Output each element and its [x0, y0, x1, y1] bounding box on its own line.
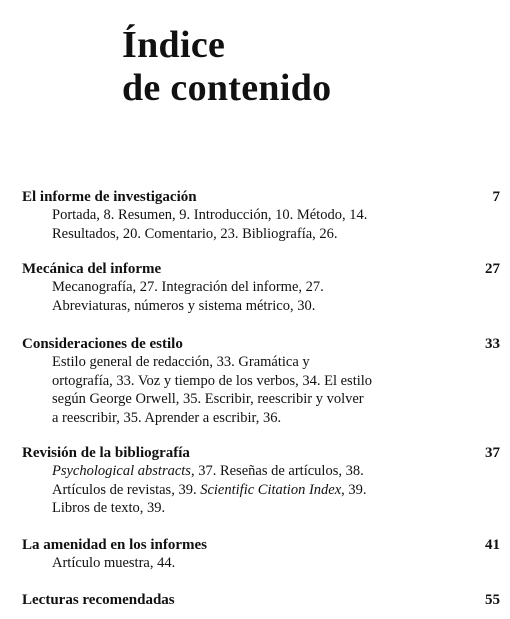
- toc-entry-heading-row: [22, 335, 500, 353]
- toc-subtopic-line: [52, 554, 500, 573]
- subtopic-text: Portada, 8. Resumen, 9. Introducción, 10. Método, 14.: [52, 207, 368, 223]
- subtopic-text: Estilo general de redacción, 33. Gramática y: [52, 354, 310, 370]
- toc-subtopic-line: [52, 462, 500, 481]
- toc-subtopics: [22, 206, 500, 243]
- toc-page-number: 7: [492, 189, 500, 205]
- toc-entry-heading-row: [22, 444, 500, 462]
- subtopic-text: Artículo muestra, 44.: [52, 555, 176, 571]
- toc-subtopic-line: [52, 225, 500, 244]
- toc-subtopics: [22, 353, 500, 427]
- toc-subtopic-line: [52, 409, 500, 428]
- toc-entry-heading-row: [22, 591, 500, 609]
- toc-entry-heading-row: [22, 188, 500, 206]
- title-line-1: Índice: [122, 24, 226, 66]
- toc-page-number: 41: [485, 537, 500, 553]
- toc-subtopic-line: [52, 278, 500, 297]
- toc-subtopics: [22, 278, 500, 315]
- subtopic-text: Libros de texto, 39.: [52, 500, 166, 516]
- toc-heading: Mecánica del informe: [22, 261, 162, 277]
- toc-subtopic-line: [52, 481, 500, 500]
- toc-subtopic-line: [52, 353, 500, 372]
- toc-page-number: 37: [485, 445, 500, 461]
- toc-subtopics: [22, 462, 500, 518]
- toc-heading: Lecturas recomendadas: [22, 592, 175, 608]
- toc-page-number: 33: [485, 336, 500, 352]
- subtopic-text: , 39.: [341, 481, 367, 498]
- toc-entry-heading-row: [22, 536, 500, 554]
- toc-entry-heading-row: [22, 260, 500, 278]
- toc-entry: [22, 536, 500, 573]
- toc-subtopic-line: [52, 499, 500, 518]
- toc-page-number: 55: [485, 592, 500, 608]
- italic-title-text: Scientific Citation Index: [200, 481, 342, 498]
- subtopic-text: según George Orwell, 35. Escribir, reescribir y volver: [52, 391, 364, 407]
- subtopic-text: Mecanografía, 27. Integración del informe, 27.: [52, 279, 324, 295]
- toc-subtopic-line: [52, 390, 500, 409]
- toc-page-number: 27: [485, 261, 500, 277]
- toc-entry: [22, 591, 500, 609]
- subtopic-text: ortografía, 33. Voz y tiempo de los verbos, 34. El estilo: [52, 372, 373, 389]
- italic-title-text: Psychological abstracts: [52, 463, 191, 479]
- toc-heading: Revisión de la bibliografía: [22, 445, 190, 461]
- toc-subtopic-line: [52, 372, 500, 391]
- title-line-2: de contenido: [122, 67, 332, 109]
- toc-heading: La amenidad en los informes: [22, 537, 208, 553]
- subtopic-text: Resultados, 20. Comentario, 23. Bibliografía, 26.: [52, 225, 338, 242]
- toc-entry: [22, 335, 500, 427]
- subtopic-text: Abreviaturas, números y sistema métrico, 30.: [52, 297, 316, 314]
- toc-subtopics: [22, 554, 500, 573]
- toc-subtopic-line: [52, 297, 500, 316]
- subtopic-text: a reescribir, 35. Aprender a escribir, 36.: [52, 409, 282, 426]
- toc-entry: [22, 188, 500, 243]
- subtopic-text: , 37. Reseñas de artículos, 38.: [190, 463, 364, 479]
- subtopic-text: Artículos de revistas, 39.: [52, 481, 201, 498]
- toc-heading: El informe de investigación: [22, 189, 197, 205]
- toc-heading: Consideraciones de estilo: [22, 336, 183, 352]
- toc-subtopic-line: [52, 206, 500, 225]
- toc-entry: [22, 444, 500, 518]
- page-title: [122, 24, 331, 110]
- toc-entry: [22, 260, 500, 315]
